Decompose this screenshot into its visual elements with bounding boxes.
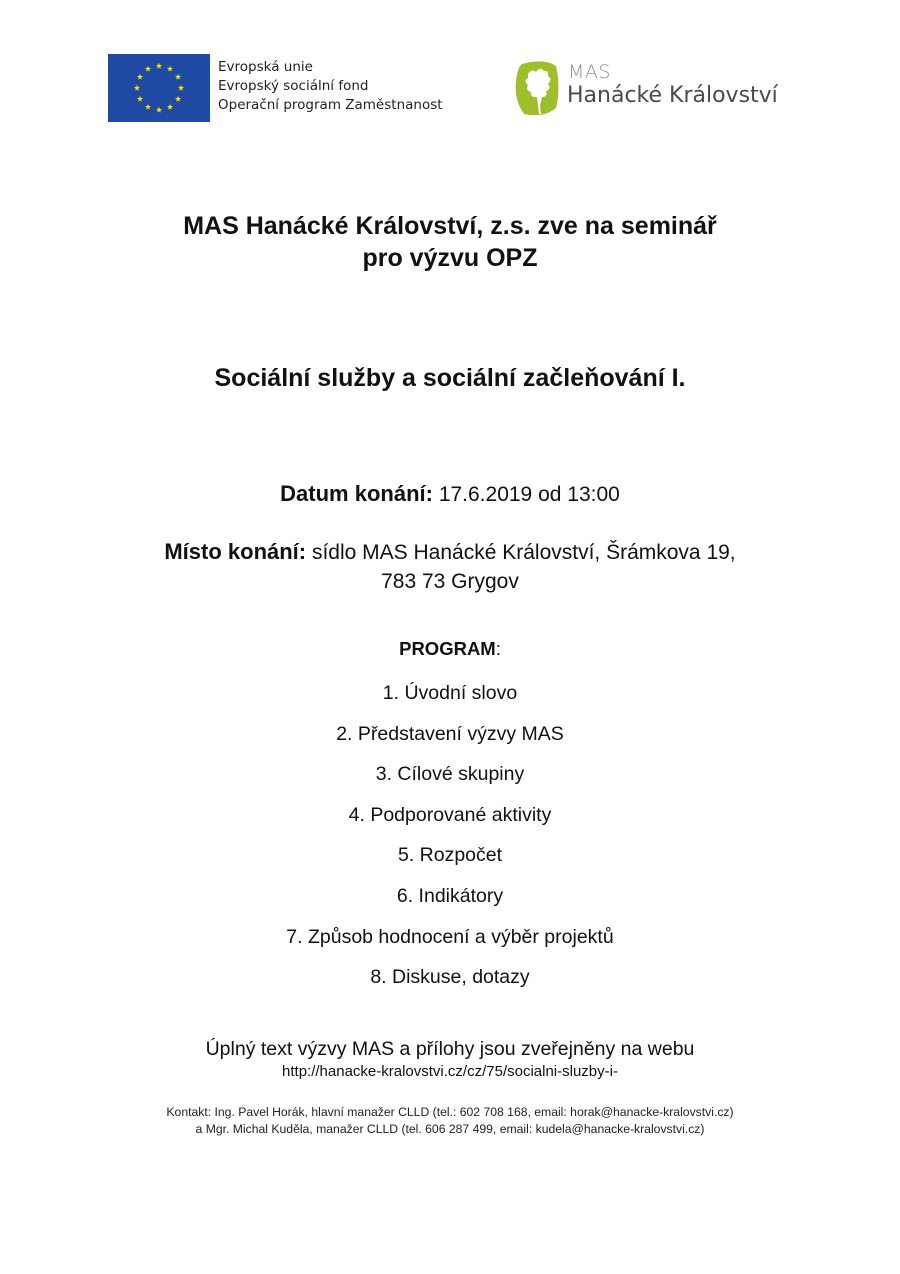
eu-star-icon xyxy=(145,104,151,110)
web-url-link[interactable]: http://hanacke-kralovstvi.cz/cz/75/socialni-sluzby-i- xyxy=(282,1063,618,1080)
eu-line-3: Operační program Zaměstnanost xyxy=(218,97,443,113)
eu-flag-logo xyxy=(108,54,210,122)
contact-line-1: Kontakt: Ing. Pavel Horák, hlavní manažer CLLD (tel.: 602 708 168, email: horak@hanacke-kralovstvi.cz) xyxy=(166,1105,734,1119)
eu-logo-text xyxy=(218,58,443,115)
program-item: 6. Indikátory xyxy=(396,884,504,907)
eu-star-icon xyxy=(175,96,181,102)
date-label: Datum konání: xyxy=(280,481,433,506)
eu-line-2: Evropský sociální fond xyxy=(218,78,369,94)
seminar-subtitle: Sociální služby a sociální začleňování I. xyxy=(214,364,686,392)
eu-star-icon xyxy=(137,74,143,80)
oak-leaf-icon xyxy=(514,60,560,116)
eu-star-icon xyxy=(178,85,184,91)
mas-logo xyxy=(514,58,804,118)
eu-star-icon xyxy=(175,74,181,80)
program-item: 8. Diskuse, dotazy xyxy=(370,966,530,989)
venue-label: Místo konání: xyxy=(164,539,307,564)
date-value: 17.6.2019 od 13:00 xyxy=(438,483,620,506)
date-line xyxy=(0,481,900,507)
eu-star-icon xyxy=(167,104,173,110)
program-item: 2. Představení výzvy MAS xyxy=(336,722,564,745)
title-line-2: pro výzvu OPZ xyxy=(362,244,538,272)
web-note: Úplný text výzvy MAS a přílohy jsou zveřejněny na webu xyxy=(205,1038,695,1060)
eu-star-icon xyxy=(156,107,162,113)
program-item: 7. Způsob hodnocení a výběr projektů xyxy=(286,925,614,948)
venue-value-line-1: sídlo MAS Hanácké Království, Šrámkova 19, xyxy=(311,541,736,564)
eu-star-icon xyxy=(156,63,162,69)
eu-star-icon xyxy=(145,66,151,72)
program-item: 5. Rozpočet xyxy=(397,844,503,867)
page-title xyxy=(0,210,900,274)
venue-value-line-2: 783 73 Grygov xyxy=(381,570,519,593)
program-heading-colon: : xyxy=(495,638,501,659)
title-line-1: MAS Hanácké Království, z.s. zve na seminář xyxy=(183,212,717,240)
eu-star-icon xyxy=(167,66,173,72)
eu-line-1: Evropská unie xyxy=(218,59,313,75)
mas-logo-line-2: Hanácké Království xyxy=(567,83,778,108)
program-list xyxy=(0,679,900,1004)
eu-stars-icon xyxy=(108,54,210,122)
eu-star-icon xyxy=(137,96,143,102)
program-item: 1. Úvodní slovo xyxy=(382,682,518,704)
program-item: 3. Cílové skupiny xyxy=(375,763,525,786)
venue-block xyxy=(0,537,900,596)
mas-logo-line-1: MAS xyxy=(568,61,611,83)
contact-info xyxy=(0,1104,900,1138)
contact-line-2: a Mgr. Michal Kuděla, manažer CLLD (tel. 606 287 499, email: kudela@hanacke-kralovstvi.cz) xyxy=(195,1122,705,1136)
program-heading xyxy=(0,638,900,660)
program-item: 4. Podporované aktivity xyxy=(348,803,552,826)
program-heading-text: PROGRAM xyxy=(399,638,496,659)
eu-star-icon xyxy=(134,85,140,91)
